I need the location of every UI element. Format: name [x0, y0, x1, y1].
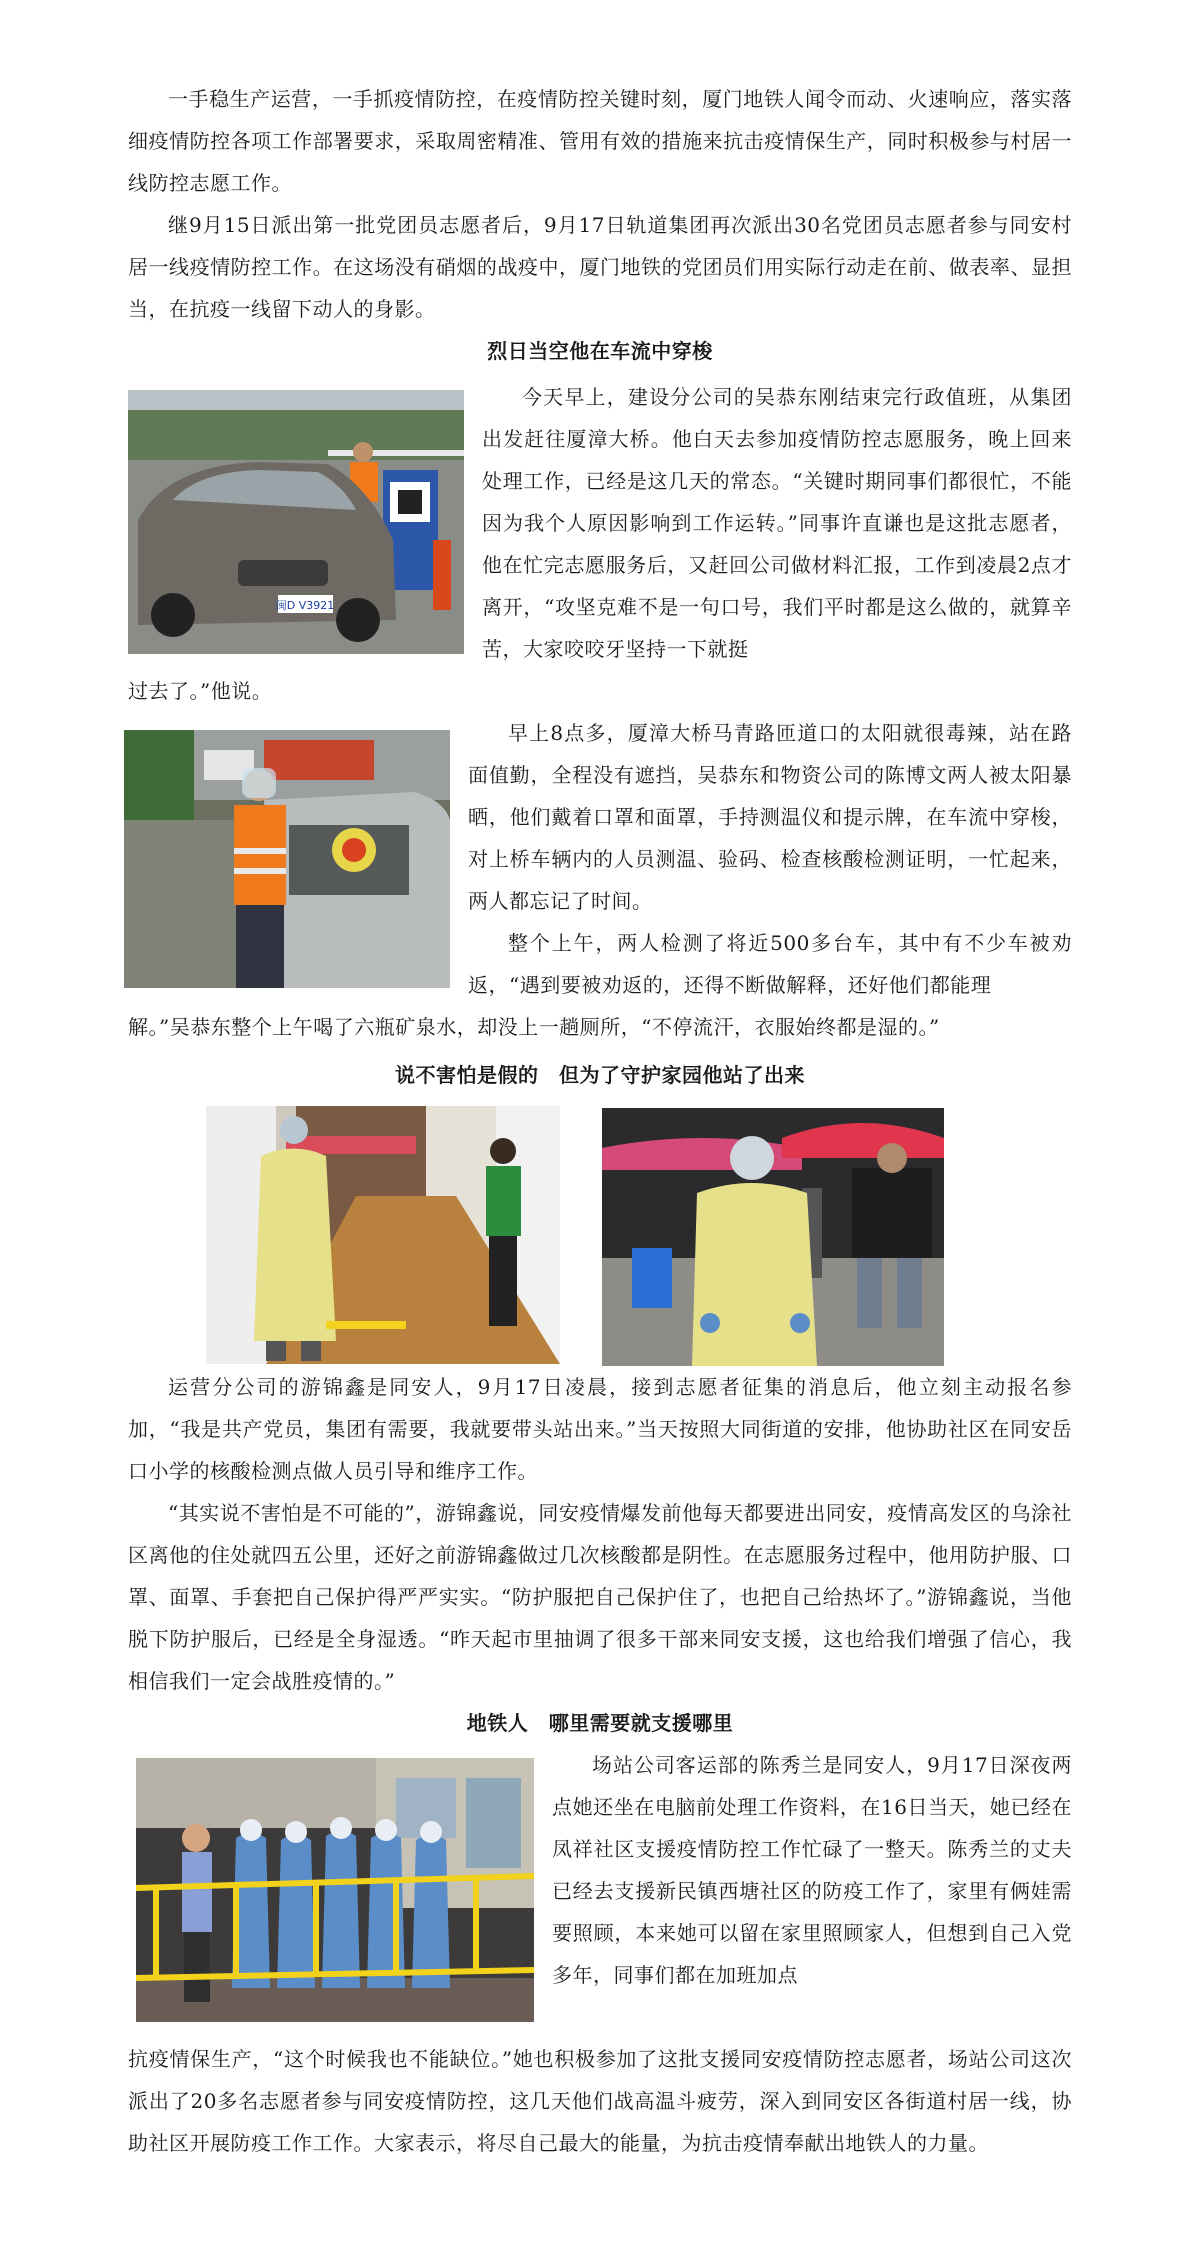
photo-car-checkpoint	[128, 390, 464, 654]
paragraph-500-cars: 整个上午，两人检测了将近500多台车，其中有不少车被劝返，“遇到要被劝返的，还得不断做解释，还好他们都能理	[468, 931, 1072, 997]
paragraph-500-cars-tail: 解。”吴恭东整个上午喝了六瓶矿泉水，却没上一趟厕所，“不停流汗，衣服始终都是湿的。”	[128, 1015, 940, 1039]
paragraph-checkpoint: 早上8点多，厦漳大桥马青路匝道口的太阳就很毒辣，站在路面值勤，全程没有遮挡，吴恭东和物资公司的陈博文两人被太阳暴晒，他们戴着口罩和面罩，手持测温仪和提示牌，在车流中穿梭，对上桥车辆内的人员测温、验码、检查核酸检测证明，一忙起来，两人都忘记了时间。	[468, 721, 1072, 913]
paragraph-wu-gongdong-tail: 过去了。”他说。	[128, 679, 273, 703]
paragraph-volunteers: 继9月15日派出第一批党团员志愿者后，9月17日轨道集团再次派出30名党团员志愿者参与同安村居一线疫情防控工作。在这场没有硝烟的战疫中，厦门地铁的党团员们用实际行动走在前、做表率、显担当，在抗疫一线留下动人的身影。	[128, 213, 1072, 321]
paragraph-wu-gongdong: 今天早上，建设分公司的吴恭东刚结束完行政值班，从集团出发赶往厦漳大桥。他白天去参加疫情防控志愿服务，晚上回来处理工作，已经是这几天的常态。“关键时期同事们都很忙，不能因为我个人原因影响到工作运转。”同事许直谦也是这批志愿者，他在忙完志愿服务后，又赶回公司做材料汇报，工作到凌晨2点才离开，“攻坚克难不是一句口号，我们平时都是这么做的，就算辛苦，大家咬咬牙坚持一下就挺	[482, 385, 1072, 661]
car-plate-text: 闽D V3921	[275, 599, 335, 612]
paragraph-intro: 一手稳生产运营，一手抓疫情防控，在疫情防控关键时刻，厦门地铁人闻令而动、火速响应，落实落细疫情防控各项工作部署要求，采取周密精准、管用有效的措施来抗击疫情保生产，同时积极参与村居一线防控志愿工作。	[128, 87, 1072, 195]
paragraph-chen-xiulan-tail: 抗疫情保生产，“这个时候我也不能缺位。”她也积极参加了这批支援同安疫情防控志愿者，场站公司这次派出了20多名志愿者参与同安疫情防控，这几天他们战高温斗疲劳，深入到同安区各街道村居一线，协助社区开展防疫工作工作。大家表示，将尽自己最大的能量，为抗击疫情奉献出地铁人的力量。	[128, 2047, 1072, 2155]
section-heading-1: 烈日当空他在车流中穿梭	[487, 339, 713, 363]
section-heading-3: 地铁人 哪里需要就支援哪里	[466, 1711, 734, 1735]
photo-group-blue-gowns	[136, 1758, 534, 2022]
photo-temperature-check	[124, 730, 450, 988]
paragraph-chen-xiulan: 场站公司客运部的陈秀兰是同安人，9月17日深夜两点她还坐在电脑前处理工作资料，在16日当天，她已经在凤祥社区支援疫情防控工作忙碌了一整天。陈秀兰的丈夫已经去支援新民镇西塘社区的防疫工作了，家里有俩娃需要照顾，本来她可以留在家里照顾家人，但想到自己入党多年，同事们都在加班加点	[552, 1753, 1072, 1987]
photo-volunteer-yellow-gown-1	[206, 1106, 560, 1364]
photo-volunteer-yellow-gown-2	[602, 1108, 944, 1366]
section-heading-2: 说不害怕是假的 但为了守护家园他站了出来	[395, 1063, 805, 1087]
paragraph-not-afraid: “其实说不害怕是不可能的”，游锦鑫说，同安疫情爆发前他每天都要进出同安，疫情高发区的乌涂社区离他的住处就四五公里，还好之前游锦鑫做过几次核酸都是阴性。在志愿服务过程中，他用防护服、口罩、面罩、手套把自己保护得严严实实。“防护服把自己保护住了，也把自己给热坏了。”游锦鑫说，当他脱下防护服后，已经是全身湿透。“昨天起市里抽调了很多干部来同安支援，这也给我们增强了信心，我相信我们一定会战胜疫情的。”	[128, 1501, 1072, 1693]
paragraph-you-jinxin: 运营分公司的游锦鑫是同安人，9月17日凌晨，接到志愿者征集的消息后，他立刻主动报名参加，“我是共产党员，集团有需要，我就要带头站出来。”当天按照大同街道的安排，他协助社区在同安岳口小学的核酸检测点做人员引导和维序工作。	[128, 1375, 1072, 1483]
